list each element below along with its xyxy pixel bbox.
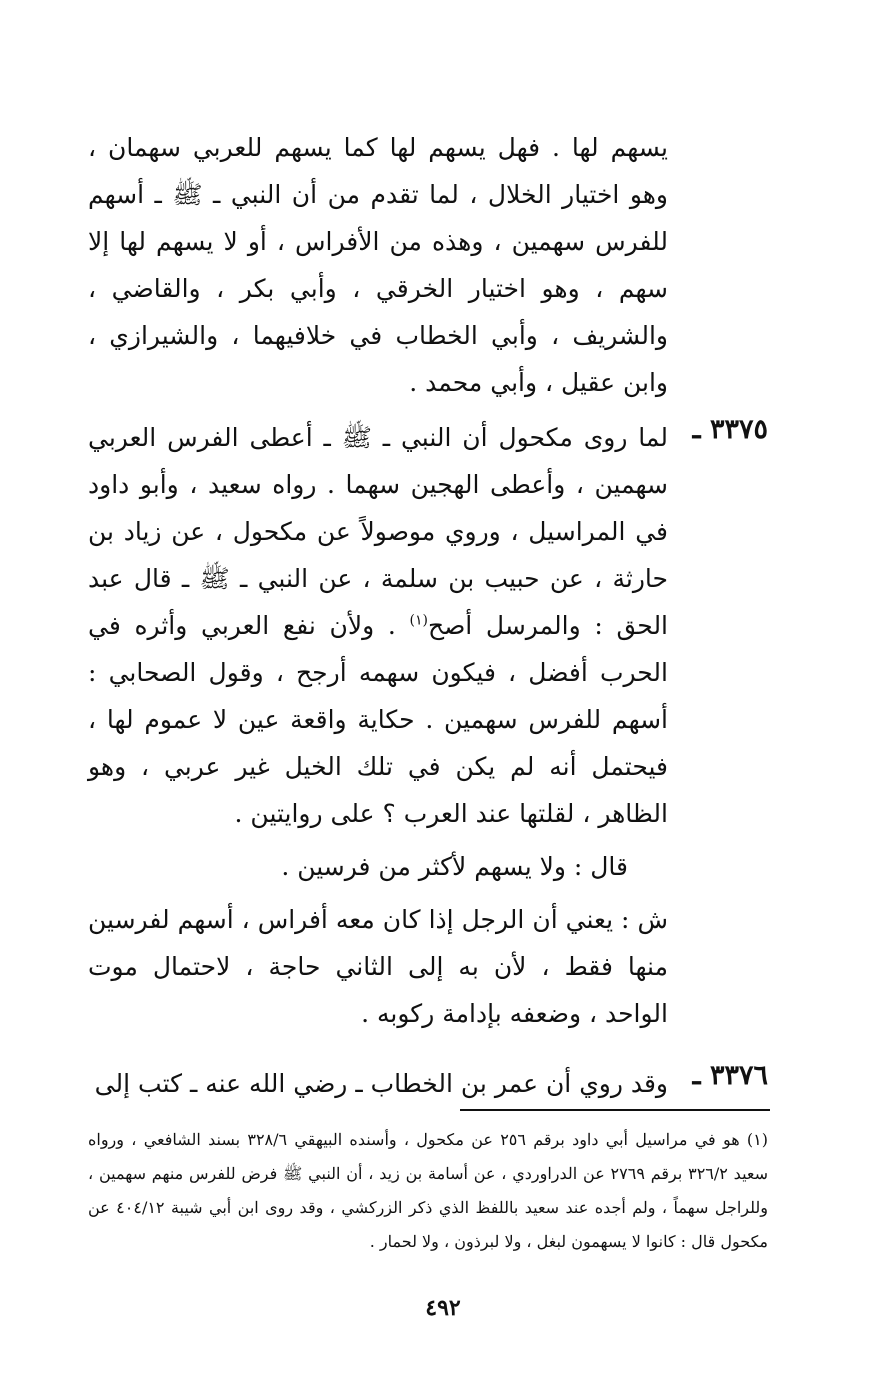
paragraph-text-continued: . ولأن نفع العربي وأثره في الحرب أفضل ، فيكون سهمه أرجح ، وقول الصحابي : أسهم للفرس سهمين . حكاية واقعة عين لا عموم لها ، فيحتمل أنه لم يكن في تلك الخيل غير عربي ، وهو الظاهر ، لقلتها عند العرب ؟ على روايتين . xyxy=(88,611,668,828)
footnote-separator xyxy=(460,1109,770,1111)
body-paragraph: ش : يعني أن الرجل إذا كان معه أفراس ، أسهم لفرسين منها فقط ، لأن به إلى الثاني حاجة ، لاحتمال موت الواحد ، وضعفه بإدامة ركوبه . xyxy=(88,905,668,1028)
paragraph-number: ٣٣٧٥ ـ xyxy=(692,414,768,445)
body-paragraph: قال : ولا يسهم لأكثر من فرسين . xyxy=(281,852,628,881)
paragraph-text: لما روى مكحول أن النبي ـ ﷺ ـ أعطى الفرس العربي سهمين ، وأعطى الهجين سهما . رواه سعيد ، وأبو داود في المراسيل ، وروي موصولاً عن مكحول ، عن زياد بن حارثة ، عن حبيب بن سلمة ، عن النبي ـ ﷺ ـ قال عبد الحق : والمرسل أصح xyxy=(88,423,669,640)
body-paragraph: وقد روي أن عمر بن الخطاب ـ رضي الله عنه ـ كتب إلى xyxy=(94,1069,668,1098)
page-number: ٤٩٢ xyxy=(425,1295,461,1321)
body-paragraph: يسهم لها . فهل يسهم لها كما يسهم للعربي سهمان ، وهو اختيار الخلال ، لما تقدم من أن النبي ـ ﷺ ـ أسهم للفرس سهمين ، وهذه من الأفراس ، أو لا يسهم لها إلا سهم ، وهو اختيار الخرقي ، وأبي بكر ، والقاضي ، والشريف ، وأبي الخطاب في خلافيهما ، والشيرازي ، وابن عقيل ، وأبي محمد . xyxy=(88,133,668,397)
body-paragraph xyxy=(88,414,668,837)
paragraph-number: ٣٣٧٦ ـ xyxy=(692,1060,768,1091)
footnote-marker: (١) xyxy=(409,612,428,629)
footnote: (١) هو في مراسيل أبي داود برقم ٢٥٦ عن مكحول ، وأسنده البيهقي ٣٢٨/٦ بسند الشافعي ، ورواه سعيد ٣٢٦/٢ برقم ٢٧٦٩ عن الدراوردي ، عن أسامة بن زيد ، أن النبي ﷺ فرض للفرس منهم سهمين ، وللراجل سهماً ، ولم أجده عند سعيد باللفظ الذي ذكر الزركشي ، وقد روى ابن أبي شيبة ٤٠٤/١٢ عن مكحول قال : كانوا لا يسهمون لبغل ، ولا لبرذون ، ولا لحمار . xyxy=(88,1130,769,1251)
